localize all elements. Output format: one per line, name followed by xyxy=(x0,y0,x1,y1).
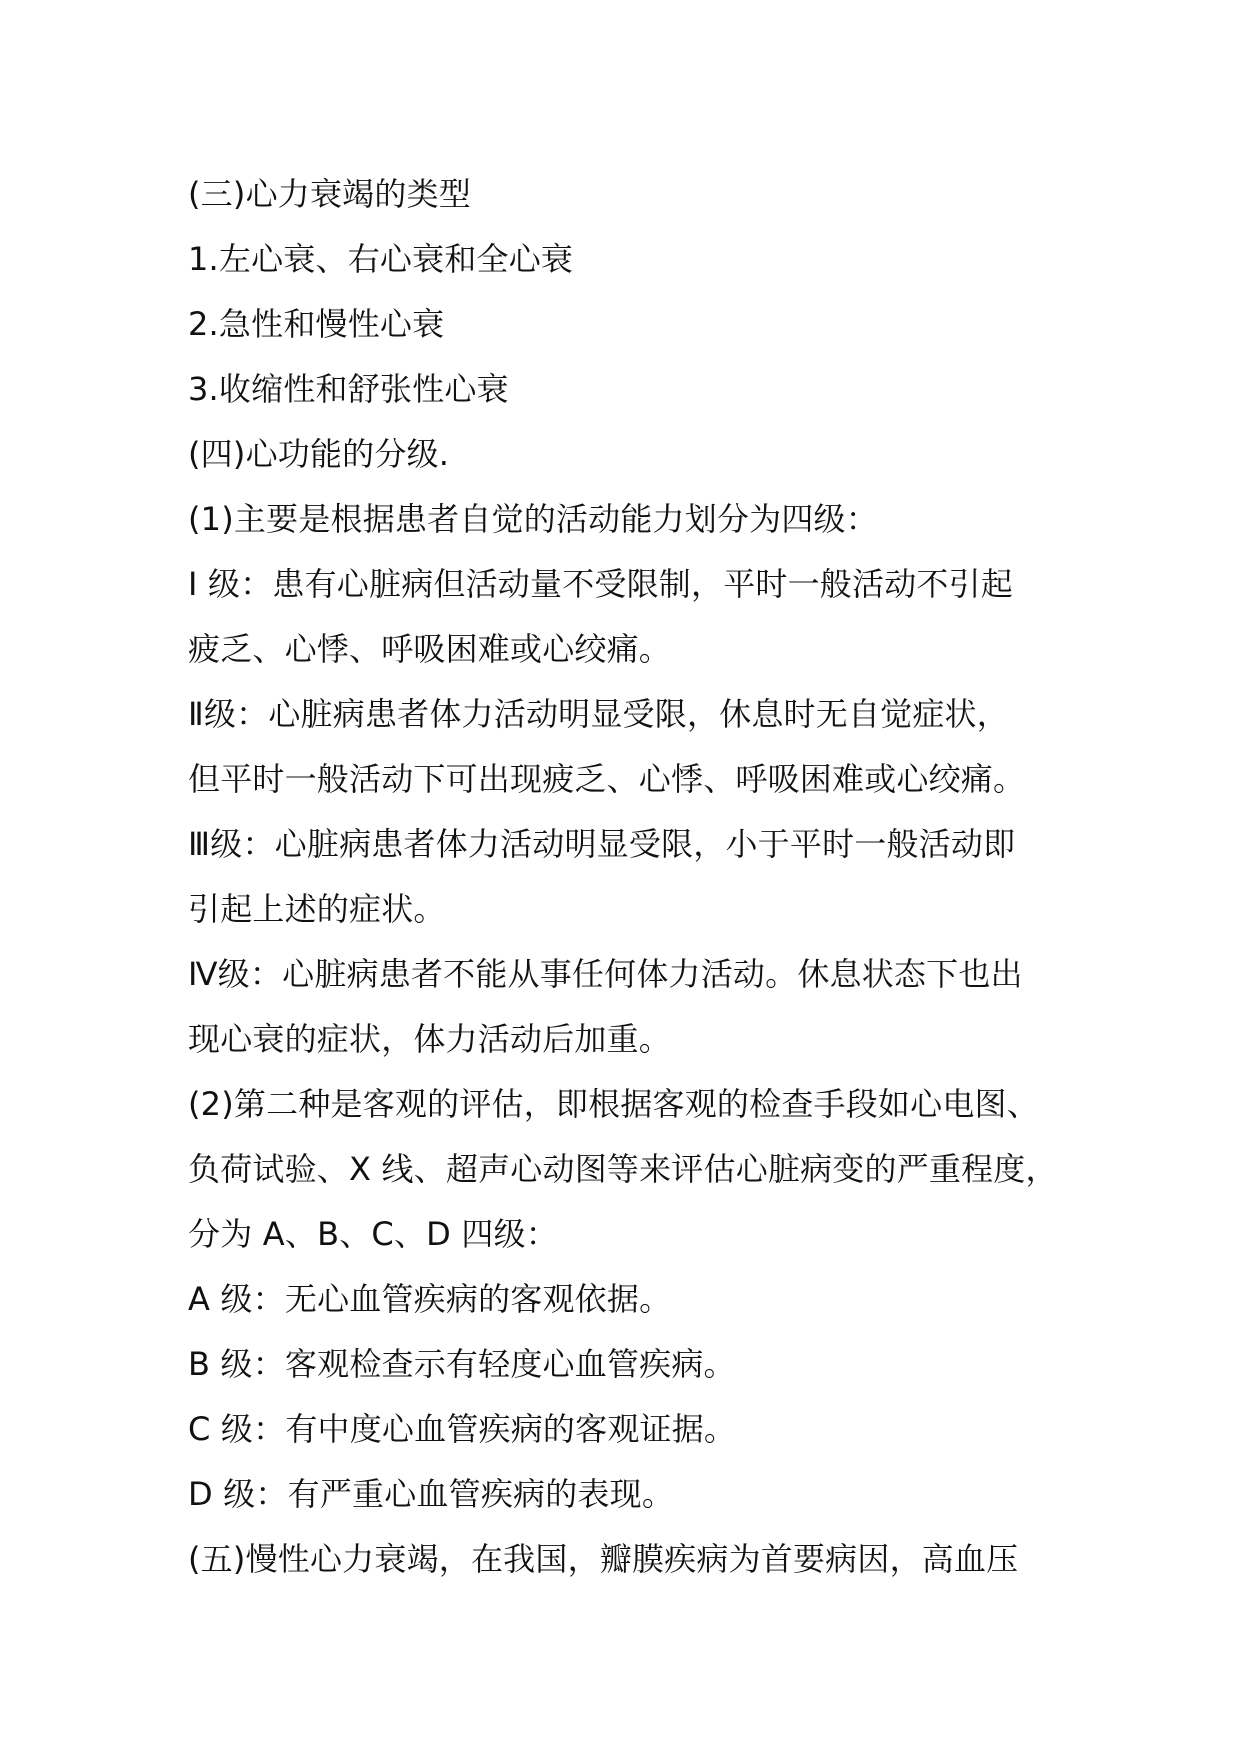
paragraph-line: Ⅲ级：心脏病患者体力活动明显受限，小于平时一般活动即 xyxy=(188,825,1016,863)
paragraph-line: 分为 A、B、C、D 四级： xyxy=(188,1215,558,1253)
section-heading-cardiac-function-grading: (四)心功能的分级. xyxy=(188,435,450,473)
document-body xyxy=(188,162,1068,1592)
list-item: 3.收缩性和舒张性心衰 xyxy=(188,370,509,408)
paragraph-line: Ⅱ级：心脏病患者体力活动明显受限，休息时无自觉症状， xyxy=(188,695,1009,733)
paragraph-line: 疲乏、心悸、呼吸困难或心绞痛。 xyxy=(188,630,672,668)
paragraph-line: 现心衰的症状，体力活动后加重。 xyxy=(188,1020,672,1058)
list-item: 1.左心衰、右心衰和全心衰 xyxy=(188,240,574,278)
paragraph-line: Ⅳ级：心脏病患者不能从事任何体力活动。休息状态下也出 xyxy=(188,955,1023,993)
list-item: 2.急性和慢性心衰 xyxy=(188,305,445,343)
paragraph-line: 但平时一般活动下可出现疲乏、心悸、呼吸困难或心绞痛。 xyxy=(188,760,1026,798)
list-item: B 级：客观检查示有轻度心血管疾病。 xyxy=(188,1345,736,1383)
section-heading-heart-failure-types: (三)心力衰竭的类型 xyxy=(188,175,471,213)
list-item: A 级：无心血管疾病的客观依据。 xyxy=(188,1280,672,1318)
section-heading-chronic-heart-failure: (五)慢性心力衰竭，在我国，瓣膜疾病为首要病因，高血压 xyxy=(188,1540,1019,1578)
paragraph-line: (2)第二种是客观的评估，即根据客观的检查手段如心电图、 xyxy=(188,1085,1039,1123)
paragraph-line: 引起上述的症状。 xyxy=(188,890,446,928)
paragraph-line: I 级：患有心脏病但活动量不受限制，平时一般活动不引起 xyxy=(188,565,1014,603)
list-item: C 级：有中度心血管疾病的客观证据。 xyxy=(188,1410,737,1448)
paragraph-line: 负荷试验、X 线、超声心动图等来评估心脏病变的严重程度， xyxy=(188,1150,1058,1188)
list-item: D 级：有严重心血管疾病的表现。 xyxy=(188,1475,675,1513)
paragraph-line: (1)主要是根据患者自觉的活动能力划分为四级： xyxy=(188,500,878,538)
